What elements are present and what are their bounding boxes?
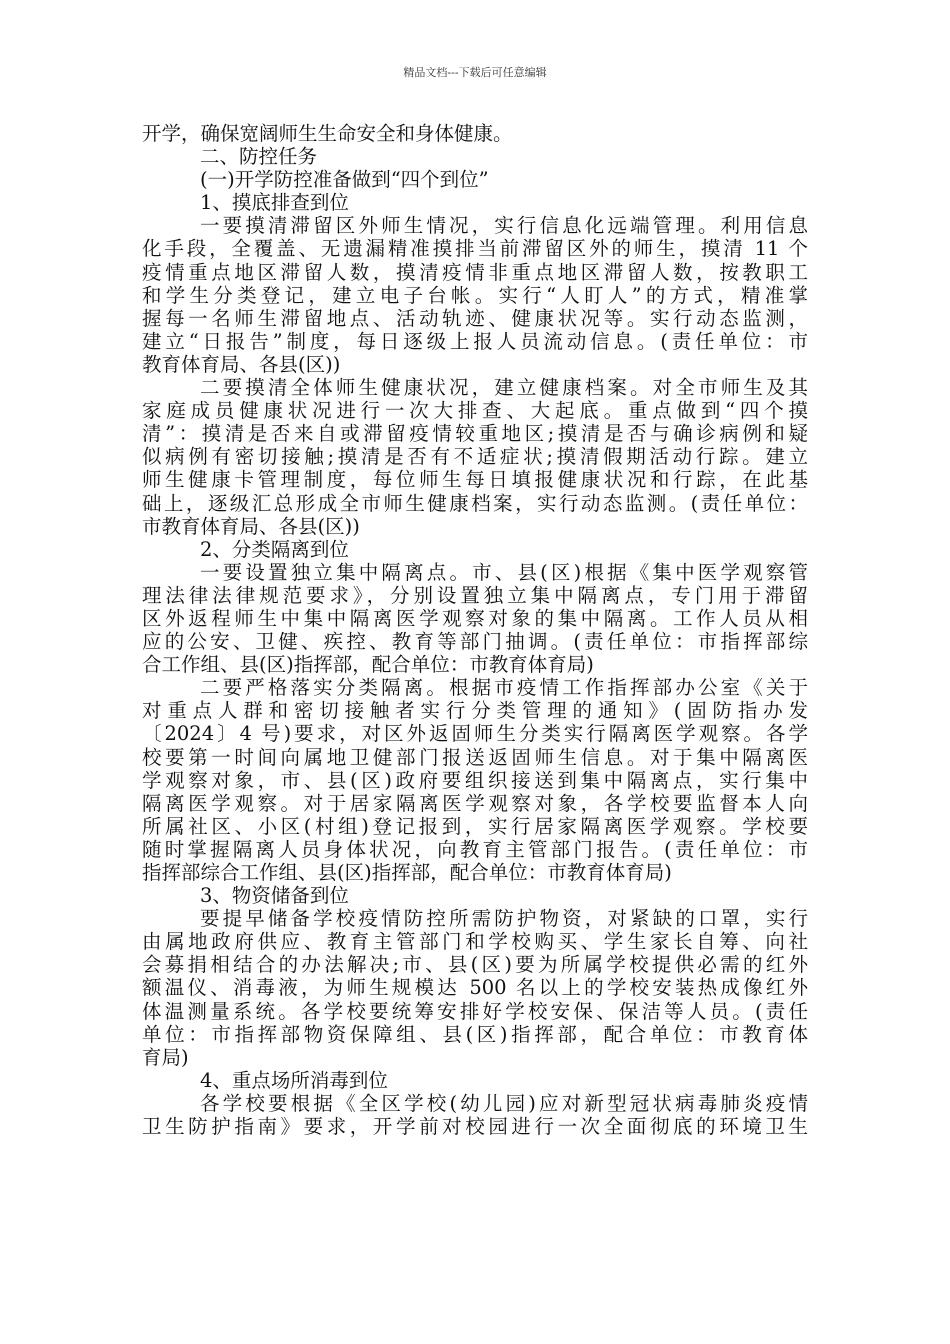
text-line: 似病例有密切接触;摸清是否有不适症状;摸清假期活动行踪。建立 [142,445,808,469]
text-line: 对重点人群和密切接触者实行分类管理的通知》(固防指办发 [142,699,808,723]
text-line: 会募捐相结合的办法解决;市、县(区)要为所属学校提供必需的红外 [142,953,808,977]
text-line: 要提早储备学校疫情防控所需防护物资，对紧缺的口罩，实行 [200,907,808,931]
text-line: 〔2024〕4 号)要求，对区外返固师生分类实行隔离医学观察。各学 [142,722,808,746]
text-line: 建立“日报告”制度，每日逐级上报人员流动信息。(责任单位：市 [142,329,808,353]
text-line: 额温仪、消毒液，为师生规模达 500 名以上的学校安装热成像红外 [142,976,808,1000]
text-line: 一要设置独立集中隔离点。市、县(区)根据《集中医学观察管 [200,560,808,584]
text-line: 3、物资储备到位 [200,884,349,908]
text-line: 疫情重点地区滞留人数，摸清疫情非重点地区滞留人数，按教职工 [142,260,808,284]
text-line: 指挥部综合工作组、县(区)指挥部，配合单位：市教育体育局) [142,861,672,884]
page-header: 精品文档---下载后可任意编辑 [403,66,547,79]
text-line: 清”：摸清是否来自或滞留疫情较重地区;摸清是否与确诊病例和疑 [142,422,808,446]
text-line: 化手段，全覆盖、无遗漏精准摸排当前滞留区外的师生，摸清 11 个 [142,237,808,261]
text-line: 由属地政府供应、教育主管部门和学校购买、学生家长自筹、向社 [142,930,808,954]
text-line: 1、摸底排查到位 [200,191,349,215]
text-line: 开学，确保宽阔师生生命安全和身体健康。 [142,122,513,145]
text-line: 一要摸清滞留区外师生情况，实行信息化远端管理。利用信息 [200,214,808,238]
text-line: 二要严格落实分类隔离。根据市疫情工作指挥部办公室《关于 [200,676,808,700]
text-line: 和学生分类登记，建立电子台帐。实行“人盯人”的方式，精准掌 [142,283,808,307]
text-line: 隔离医学观察。对于居家隔离医学观察对象，各学校要监督本人向 [142,791,808,815]
text-line: 体温测量系统。各学校要统筹安排好学校安保、保洁等人员。(责任 [142,999,808,1023]
text-line: 握每一名师生滞留地点、活动轨迹、健康状况等。实行动态监测， [142,306,808,330]
text-line: 所属社区、小区(村组)登记报到，实行居家隔离医学观察。学校要 [142,814,808,838]
text-line: 育局) [142,1045,189,1069]
text-line: 合工作组、县(区)指挥部，配合单位：市教育体育局) [142,653,594,677]
text-line: 2、分类隔离到位 [200,537,349,561]
text-line: 二要摸清全体师生健康状况，建立健康档案。对全市师生及其 [200,376,808,400]
text-line: 二、防控任务 [200,145,318,169]
text-line: 区外返程师生中集中隔离医学观察对象的集中隔离。工作人员从相 [142,606,808,630]
text-line: 应的公安、卫健、疾控、教育等部门抽调。(责任单位：市指挥部综 [142,630,808,654]
text-line: 学观察对象，市、县(区)政府要组织接送到集中隔离点，实行集中 [142,768,808,792]
text-line: 市教育体育局、各县(区)) [142,514,360,538]
text-line: 家庭成员健康状况进行一次大排查、大起底。重点做到“四个摸 [142,399,808,423]
text-line: 师生健康卡管理制度，每位师生每日填报健康状况和行踪，在此基 [142,468,808,492]
text-line: 础上，逐级汇总形成全市师生健康档案，实行动态监测。(责任单位： [142,491,808,515]
text-line: 教育体育局、各县(区)) [142,352,341,376]
text-line: 卫生防护指南》要求，开学前对校园进行一次全面彻底的环境卫生 [142,1115,808,1139]
text-line: 4、重点场所消毒到位 [200,1068,388,1092]
text-line: 随时掌握隔离人员身体状况，向教育主管部门报告。(责任单位：市 [142,837,808,861]
text-line: 理法律法律规范要求》，分别设置独立集中隔离点，专门用于滞留 [142,583,808,607]
text-line: 校要第一时间向属地卫健部门报送返固师生信息。对于集中隔离医 [142,745,808,769]
text-line: 各学校要根据《全区学校(幼儿园)应对新型冠状病毒肺炎疫情 [200,1091,808,1115]
text-line: 单位：市指挥部物资保障组、县(区)指挥部，配合单位：市教育体 [142,1022,808,1046]
document-body [142,122,808,1138]
text-line: (一)开学防控准备做到“四个到位” [200,168,489,192]
